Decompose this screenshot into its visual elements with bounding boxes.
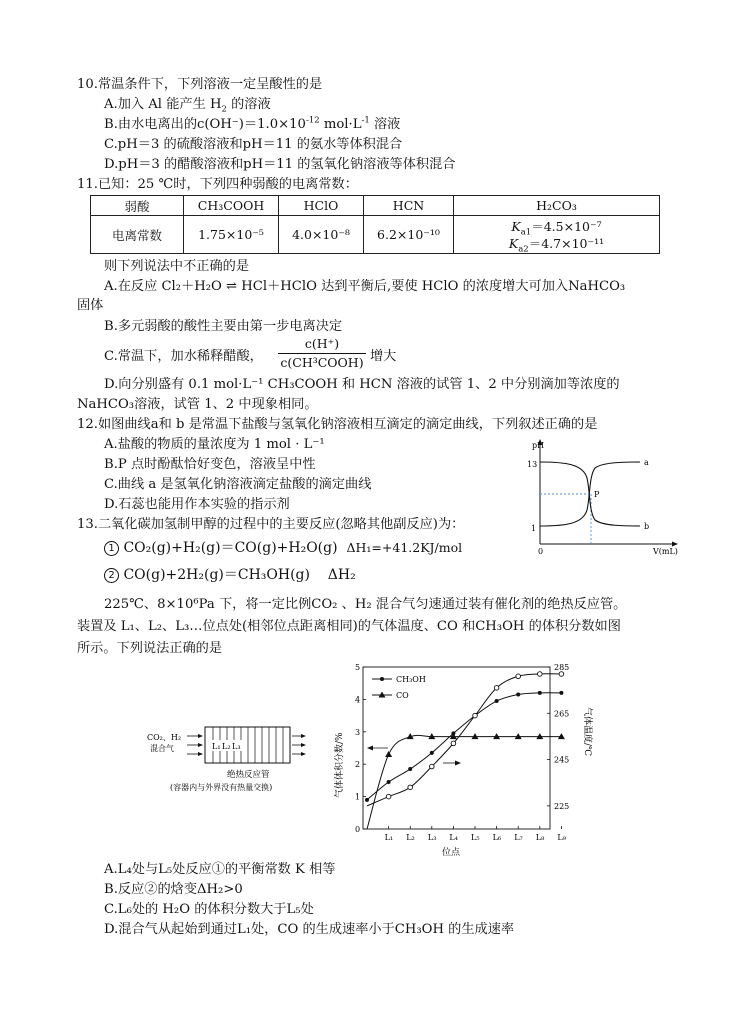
temperature-point	[516, 674, 521, 679]
graph-y-label: pH	[532, 441, 545, 450]
y-tick-left: 2	[355, 760, 361, 770]
curve-b-label: b	[644, 522, 650, 531]
table-header: HCN	[364, 196, 454, 216]
x-tick-label: L₉	[557, 833, 566, 842]
reaction-number-1: 1	[104, 541, 119, 556]
q12-option-c: C.曲线 a 是氢氧化钠溶液滴定盐酸的滴定曲线	[104, 477, 372, 492]
ch3oh-point	[387, 780, 391, 784]
fraction-denominator: c(CH³COOH)	[280, 355, 364, 370]
q10-option-a: A.加入 Al 能产生 $H_2$ 的溶液	[104, 97, 271, 115]
q13-para-3: 所示。下列说法正确的是	[77, 641, 223, 656]
series-line-named	[367, 735, 561, 829]
tube-caption-2: (容器内与外界没有热量交换)	[170, 783, 273, 792]
q11-option-c-end: 增大	[370, 349, 397, 364]
position-l2: L₂	[222, 742, 231, 751]
q11-fraction	[276, 336, 368, 371]
ch3oh-point	[538, 691, 542, 695]
q13-option-d: D.混合气从起始到通过L₁处，CO 的生成速率小于CH₃OH 的生成速率	[104, 922, 515, 937]
q13-option-b: B.反应②的焓变ΔH₂>0	[104, 882, 243, 897]
q13-reaction-1: 1 CO₂(g)+H₂(g)＝CO(g)+H₂O(g) ΔH₁=+41.2KJ/mol	[104, 539, 462, 557]
q13-option-c: C.L₆处的 H₂O 的体积分数大于L₅处	[104, 902, 314, 917]
x-tick-label: L₄	[449, 833, 458, 842]
y-tick-left: 4	[355, 695, 361, 705]
q12-option-a: A.盐酸的物质的量浓度为 1 mol · L⁻¹	[104, 437, 325, 452]
q13-reaction-2: 2 CO(g)+2H₂(g)＝CH₃OH(g) ΔH₂	[104, 566, 356, 584]
q11-lead: 则下列说法中不正确的是	[104, 259, 250, 274]
ch3oh-point	[365, 798, 369, 802]
x-axis-label: 位点	[442, 848, 461, 858]
table-cell: $K_{a1}=4.5\times 10^{-7}$ $K_{a2}=4.7\times 10^{-11}$	[454, 216, 660, 254]
legend-ch3oh: CH₃OH	[396, 675, 426, 684]
position-l1: L₁	[212, 742, 221, 751]
x-tick-label: L₁	[384, 833, 394, 842]
x-tick-label: L₅	[471, 833, 480, 842]
temperature-point	[494, 686, 499, 691]
y-axis-label-left: 气体体积分数/%	[335, 732, 345, 798]
table-cell: 6.2×10⁻¹⁰	[364, 216, 454, 254]
y-axis-label-right: 气体温度/℃	[582, 707, 592, 757]
q13-stem: 13.二氧化碳加氢制甲醇的过程中的主要反应(忽略其他副反应)为：	[77, 517, 465, 532]
acid-constant-table	[90, 195, 660, 254]
point-p-label: P	[594, 490, 600, 499]
y-tick-right: 245	[554, 755, 570, 765]
y-tick-left: 3	[355, 727, 361, 737]
q12-option-b: B.P 点时酚酞恰好变色，溶液呈中性	[104, 457, 316, 472]
y-tick-right: 285	[554, 663, 570, 672]
q13-para-1: 225℃、8×10⁶Pa 下，将一定比例CO₂ 、H₂ 混合气匀速通过装有催化剂的绝热反应管。	[104, 597, 627, 612]
q11-option-d: D.向分别盛有 0.1 mol·L⁻¹ CH₃COOH 和 HCN 溶液的试管 1、2 中分别滴加等浓度的	[104, 377, 620, 392]
x-tick-label: L₈	[535, 833, 545, 842]
y-tick-right: 265	[554, 709, 570, 719]
graph-y-1: 1	[531, 524, 537, 533]
position-volume-temperature-chart	[330, 655, 595, 860]
position-l3: L₃	[232, 742, 241, 751]
q11-option-a: A.在反应 Cl₂＋H₂O ⇌ HCl＋HClO 达到平衡后,要使 HClO 的浓度增大可加入NaHCO₃	[104, 279, 626, 294]
ch3oh-point	[559, 691, 563, 695]
ch3oh-point	[495, 699, 499, 703]
y-tick-left: 5	[355, 663, 361, 672]
q11-stem: 11.已知：25 ℃时，下列四种弱酸的电离常数：	[77, 177, 358, 192]
temperature-point	[386, 794, 391, 799]
titration-curve-graph	[525, 436, 680, 556]
table-header: CH₃COOH	[184, 196, 279, 216]
tube-caption: 绝热反应管	[227, 770, 270, 780]
q12-option-d: D.石蕊也能用作本实验的指示剂	[104, 497, 290, 512]
temperature-point	[473, 713, 478, 718]
ch3oh-point	[516, 693, 520, 697]
q11-option-b: B.多元弱酸的酸性主要由第一步电离决定	[104, 319, 343, 334]
x-tick-label: L₇	[514, 833, 523, 842]
legend-co: CO	[396, 691, 409, 700]
feed-gas-label-2: 混合气	[150, 744, 174, 753]
q10-option-d: D.pH＝3 的醋酸溶液和pH＝11 的氢氧化钠溶液等体积混合	[104, 157, 456, 172]
x-tick-label: L₃	[427, 833, 437, 842]
temperature-point	[538, 672, 543, 677]
y-tick-left: 1	[355, 792, 361, 802]
q10-option-c: C.pH＝3 的硫酸溶液和pH＝11 的氨水等体积混合	[104, 137, 403, 152]
reactor-tube-diagram	[145, 725, 330, 797]
q13-para-2: 装置及 L₁、L₂、L₃…位点处(相邻位点距离相同)的气体温度、CO 和CH₃OH 的体积分数如图	[77, 619, 621, 634]
graph-x-label: V(mL)	[653, 547, 678, 556]
co-point	[385, 751, 392, 757]
table-cell: 1.75×10⁻⁵	[184, 216, 279, 254]
table-header: HClO	[279, 196, 364, 216]
temperature-point	[408, 785, 413, 790]
x-tick-label: L₆	[492, 833, 502, 842]
q11-option-a-cont: 固体	[77, 298, 104, 313]
temperature-point	[451, 741, 456, 746]
table-cell: 4.0×10⁻⁸	[279, 216, 364, 254]
graph-y-13: 13	[527, 460, 538, 469]
ch3oh-point	[430, 751, 434, 755]
y-tick-left: 0	[355, 825, 361, 834]
q10-stem: 10.常温条件下，下列溶液一定呈酸性的是	[77, 77, 323, 92]
table-header: H₂CO₃	[454, 196, 660, 216]
temperature-point	[559, 672, 564, 677]
table-header: 弱酸	[91, 196, 184, 216]
reaction-number-2: 2	[104, 568, 119, 583]
table-cell: 电离常数	[91, 216, 184, 254]
series-line-named	[367, 693, 561, 800]
x-tick-label: L₂	[406, 833, 415, 842]
curve-a-label: a	[644, 458, 649, 467]
graph-origin: 0	[538, 547, 544, 556]
q11-option-d-cont: NaHCO₃溶液，试管 1、2 中现象相同。	[77, 397, 318, 412]
q10-option-b: B.由水电离出的$c(OH^-)=1.0\times 10^{-12}$ $mol\cdot L^{-1}$ 溶液	[104, 115, 401, 132]
ch3oh-point	[408, 767, 412, 771]
temperature-point	[430, 764, 435, 769]
fraction-numerator: c(H⁺)	[304, 336, 340, 351]
q13-option-a: A.L₄处与L₅处反应①的平衡常数 K 相等	[104, 862, 336, 877]
q11-option-c: C.常温下，加水稀释醋酸，	[104, 349, 263, 364]
y-tick-right: 225	[554, 801, 570, 811]
q12-stem: 12.如图曲线a和 b 是常温下盐酸与氢氧化钠溶液相互滴定的滴定曲线，下列叙述正确的是	[77, 417, 598, 432]
feed-gas-label: CO₂、H₂	[147, 733, 182, 742]
